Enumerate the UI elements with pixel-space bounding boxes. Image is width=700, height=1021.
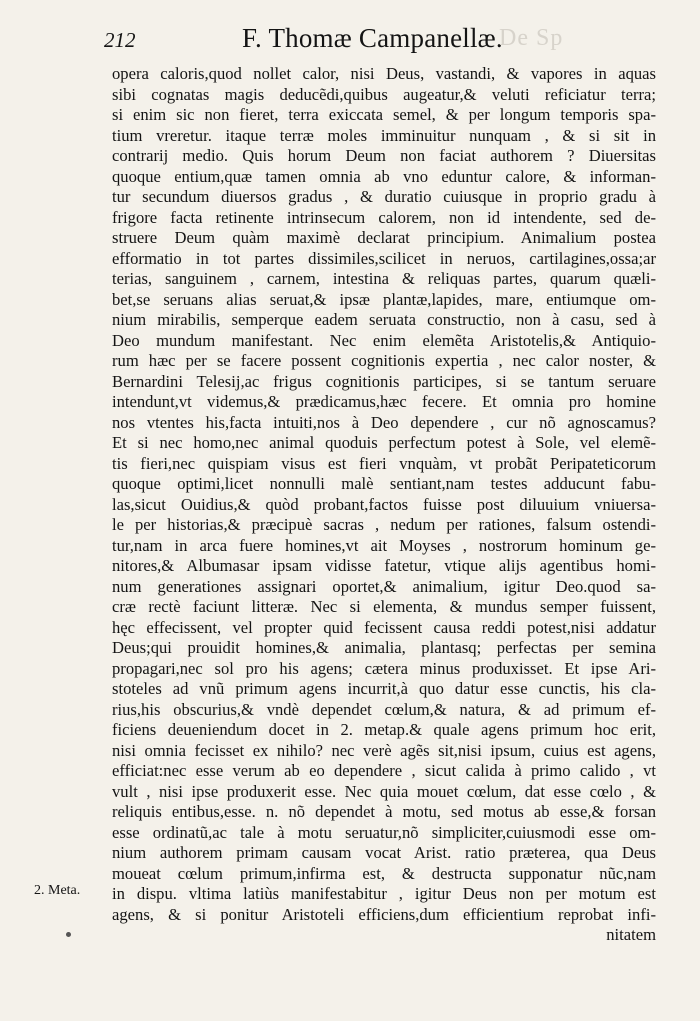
text-line: intendunt,vt videmus,& prædicamus,hæc fecere. Et omnia pro homine [112, 392, 656, 411]
text-line: moueat cœlum primum,infirma est, & destructa supponatur nũc,nam [112, 863, 656, 883]
text-line: ficiens deueniendum docet in 2. metap.& quale agens primum hoc erit, [112, 720, 656, 739]
text-line: vult , nisi ipse produxerit esse. Nec quia mouet cœlum, dat esse cœlo , & [112, 781, 656, 801]
text-line: contrarij medio. Quis horum Deum non faciat authorem ? Diuersitas [112, 146, 656, 165]
text-line: nos vtentes his,facta intuiti,nos à Deo dependere , cur nõ agnoscamus? [112, 412, 656, 432]
text-line: terias, sanguinem , carnem, intestina & reliquas partes, quarum quæli- [112, 269, 656, 288]
text-line: num generationes assignari oportet,& animalium, igitur Deo.quod sa- [112, 576, 656, 596]
text-line: las,sicut Ouidius,& quòd probant,factos fuisse post diluuium vniuersa- [112, 494, 656, 514]
text-line: Bernardini Telesij,ac frigus cognitionis participes, si se tantum seruare [112, 371, 656, 391]
text-line: tur secundum diuersos gradus , & duratio cuiusque in proprio gradu à [112, 187, 656, 206]
text-line: struere Deum quàm maximè declarat principium. Animalium postea [112, 228, 656, 247]
text-line: Et si nec homo,nec animal quoduis perfectum potest à Sole, vel elemẽ- [112, 433, 656, 452]
text-line: stoteles ad vnũ primum agens incurrit,à quo datur esse cunctis, his cla- [112, 679, 656, 698]
text-line: tium vreretur. itaque terræ moles imminuitur nunquam , & si sit in [112, 125, 656, 145]
catchword: nitatem [606, 925, 656, 944]
text-line: hęc effecissent, vel propter quid fecissent causa reddi potest,nisi addatur [112, 617, 656, 637]
text-line: efficiat:nec esse verum ab eo dependere , sicut calida à primo calido , vt [112, 761, 656, 780]
text-line: esse ordinatũ,ac tale à motu seruatur,nõ simpliciter,cuiusmodi esse om- [112, 822, 656, 842]
text-line: sibi cognatas magis deducẽdi,quibus augeatur,& veluti reficiatur terra; [112, 84, 656, 104]
text-line: Deus;qui prouidit homines,& animalia, plantasq; perfectas per semina [112, 638, 656, 657]
text-line: quoque optimi,licet nonnulli malè sentiant,nam testes adducunt fabu- [112, 474, 656, 493]
bleed-through-text: De Sp [499, 25, 564, 51]
text-line: propagari,nec sol pro his agens; cætera minus produxisset. Et ipse Ari- [112, 658, 656, 678]
text-line: le per historias,& præcipuè sacras , nedum per rationes, falsum ostendi- [112, 515, 656, 534]
text-line: cræ rectè faciunt litteræ. Nec si elementa, & mundus semper fuissent, [112, 597, 656, 616]
ink-spot [66, 932, 71, 937]
text-line: bet,se seruans alias seruat,& ipsæ plantæ,lapides, mare, entiumque om- [112, 289, 656, 309]
text-line: efformatio in tot partes dissimiles,scilicet in neruos, cartilagines,ossa;ar [112, 248, 656, 268]
running-head-title: F. Thomæ Campanellæ. [242, 23, 503, 53]
page-number: 212 [104, 28, 136, 52]
text-line: tis fieri,nec quispiam visus est fieri vnquàm, vt probãt Peripateticorum [112, 453, 656, 473]
text-line: tur,nam in arca fuere homines,vt ait Moyses , nostrorum hominum ge- [112, 535, 656, 555]
margin-note: 2. Meta. [34, 883, 81, 898]
text-line: reliquis entibus,esse. n. nõ dependet à motu, sed motus ab esse,& forsan [112, 802, 656, 821]
text-line: quoque entium,quæ tamen omnia ab vno eduntur calore, & informan- [112, 166, 656, 186]
running-head [104, 22, 664, 62]
text-line: opera caloris,quod nollet calor, nisi Deus, vastandi, & vapores in aquas [112, 64, 656, 83]
text-line: nisi omnia fecisset ex nihilo? nec verè agẽs sit,nisi ipsum, cuius est agens, [112, 740, 656, 760]
text-line: Deo mundum manifestant. Nec enim elemẽta Aristotelis,& Antiquio- [112, 330, 656, 350]
text-line: rius,his obscurius,& vndè dependet cœlum,& natura, & ad primum ef- [112, 699, 656, 719]
text-line: agens, & si ponitur Aristoteli efficiens,dum efficientium reprobat infi- [112, 904, 656, 924]
text-line: in dispu. vltima latiùs manifestabitur , igitur Deus non per motum est [112, 884, 656, 903]
text-line: nitores,& Albumasar ipsam vidisse fatetur, vtique alijs agentibus homi- [112, 556, 656, 575]
text-line: nium authorem primam causam vocat Arist. ratio præterea, qua Deus [112, 843, 656, 862]
text-line: rum hæc per se facere possent cognitionis expertia , nec calor noster, & [112, 351, 656, 370]
text-line: nium mirabilis, semperque eadem seruata constructio, non à casu, sed à [112, 310, 656, 329]
text-line: frigore facta retinente intrinsecum calorem, non id intendente, sed de- [112, 207, 656, 227]
body-text [112, 64, 656, 946]
text-line: si enim sic non fieret, terra exiccata semel, & per longum temporis spa- [112, 105, 656, 124]
